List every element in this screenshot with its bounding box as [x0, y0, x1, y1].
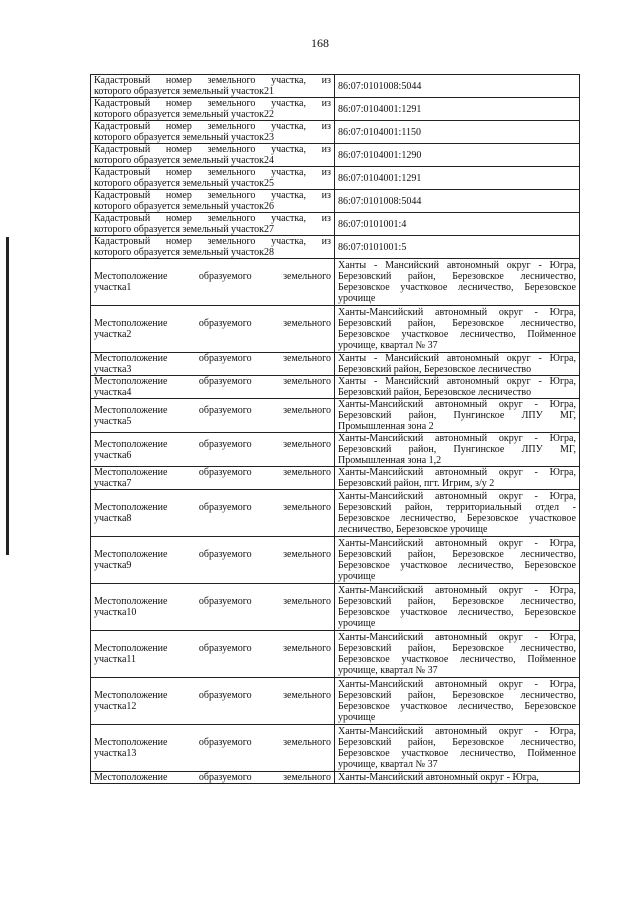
row-label-line2: которого образуется земельный участок27: [94, 224, 275, 235]
label-word: земельного: [283, 596, 331, 607]
label-word: земельного: [207, 144, 256, 155]
label-word: образуемого: [198, 737, 252, 748]
label-word: образуемого: [198, 404, 252, 416]
location-value: Ханты-Мансийский автономный округ - Югра, Березовский район, Березовское лесничество, Березовское участковое лесничество, Березовское урочище: [335, 537, 580, 584]
label-word: земельного: [207, 75, 256, 86]
table-row: [91, 121, 580, 144]
cadastral-number-value: 86:07:0104001:1291: [335, 167, 580, 190]
label-word: образуемого: [198, 318, 252, 329]
page-number: 168: [311, 36, 329, 50]
label-word: образуемого: [198, 353, 252, 364]
label-word: номер: [165, 144, 192, 155]
label-word: Местоположение: [94, 438, 168, 450]
table-row: [91, 190, 580, 213]
label-word: образуемого: [198, 438, 252, 450]
row-label-line2: которого образуется земельный участок23: [94, 132, 275, 143]
table-row: [91, 306, 580, 353]
row-label-line2: участка13: [94, 748, 137, 759]
location-value: Ханты-Мансийский автономный округ - Югра, Березовский район, пгт. Игрим, з/у 2: [335, 467, 580, 490]
table-row: [91, 98, 580, 121]
row-label: [91, 433, 335, 467]
table-row: [91, 75, 580, 98]
label-word: земельного: [283, 690, 331, 701]
row-label-line1: [94, 236, 331, 247]
label-word: участка,: [271, 190, 306, 201]
row-label-line2: участка8: [94, 513, 132, 524]
label-word: Местоположение: [94, 772, 168, 783]
row-label-line2: участка10: [94, 607, 137, 618]
row-label-line2: которого образуется земельный участок28: [94, 247, 275, 258]
row-label-line2: участка12: [94, 701, 137, 712]
table-row: [91, 537, 580, 584]
label-word: номер: [165, 98, 192, 109]
label-word: участка,: [271, 167, 306, 178]
row-label: [91, 376, 335, 399]
row-label-line2: участка7: [94, 478, 132, 489]
row-label-line1: [94, 502, 331, 513]
label-word: земельного: [207, 167, 256, 178]
label-word: образуемого: [198, 549, 252, 560]
label-word: Местоположение: [94, 467, 168, 478]
location-value: Ханты-Мансийский автономный округ - Югра, Березовский район, Березовское лесничество, Березовское участковое лесничество, Пойменное урочище, квартал № 37: [335, 631, 580, 678]
row-label: [91, 98, 335, 121]
label-word: Кадастровый: [94, 98, 151, 109]
row-label-line1: [94, 643, 331, 654]
row-label-line2: участка2: [94, 329, 132, 340]
label-word: земельного: [283, 772, 331, 783]
label-word: земельного: [207, 190, 256, 201]
row-label-line2: участка4: [94, 387, 132, 398]
table-row: [91, 433, 580, 467]
row-label: [91, 467, 335, 490]
row-label: [91, 259, 335, 306]
location-value: Ханты - Мансийский автономный округ - Югра, Березовский район, Березовское лесничество, Березовское участковое лесничество, Березовское урочище: [335, 259, 580, 306]
cadastral-number-value: 86:07:0101008:5044: [335, 190, 580, 213]
label-word: Кадастровый: [94, 213, 151, 224]
row-label: [91, 306, 335, 353]
label-word: земельного: [283, 549, 331, 560]
location-value: Ханты-Мансийский автономный округ - Югра, Березовский район, Пунгинское ЛПУ МГ, Промышленная зона 1,2: [335, 433, 580, 467]
row-label-line2: участка5: [94, 415, 132, 427]
row-label: [91, 725, 335, 772]
row-label: [91, 772, 335, 784]
label-word: Кадастровый: [94, 121, 151, 132]
table-row: [91, 725, 580, 772]
label-word: Местоположение: [94, 404, 168, 416]
row-label-line1: [94, 121, 331, 132]
label-word: земельного: [283, 643, 331, 654]
row-label-line2: участка1: [94, 282, 132, 293]
label-word: из: [321, 144, 331, 155]
table-row: [91, 772, 580, 784]
row-label-line2: участка9: [94, 560, 132, 571]
row-label-line1: [94, 405, 331, 416]
label-word: образуемого: [198, 502, 252, 513]
label-word: Местоположение: [94, 596, 168, 607]
label-word: из: [321, 167, 331, 178]
table-row: [91, 353, 580, 376]
label-word: номер: [165, 167, 192, 178]
label-word: Кадастровый: [94, 144, 151, 155]
cadastral-number-value: 86:07:0104001:1290: [335, 144, 580, 167]
row-label-line1: [94, 376, 331, 387]
table-row: [91, 631, 580, 678]
row-label-line2: которого образуется земельный участок24: [94, 155, 275, 166]
label-word: участка,: [271, 144, 306, 155]
row-label-line1: [94, 271, 331, 282]
row-label: [91, 537, 335, 584]
table-row: [91, 376, 580, 399]
label-word: участка,: [271, 213, 306, 224]
label-word: номер: [165, 121, 192, 132]
table-row: [91, 490, 580, 537]
row-label-line1: [94, 596, 331, 607]
label-word: земельного: [283, 353, 331, 364]
row-label-line2: которого образуется земельный участок26: [94, 201, 275, 212]
row-label-line1: [94, 467, 331, 478]
row-label: [91, 399, 335, 433]
row-label: [91, 75, 335, 98]
label-word: Местоположение: [94, 737, 168, 748]
row-label-line2: которого образуется земельный участок25: [94, 178, 275, 189]
label-word: участка,: [271, 75, 306, 86]
row-label-line2: которого образуется земельный участок22: [94, 109, 275, 120]
cadastral-number-value: 86:07:0104001:1150: [335, 121, 580, 144]
location-value: Ханты-Мансийский автономный округ - Югра,: [335, 772, 580, 784]
label-word: Кадастровый: [94, 190, 151, 201]
label-word: земельного: [283, 737, 331, 748]
label-word: Местоположение: [94, 502, 168, 513]
row-label-line1: [94, 75, 331, 86]
location-value: Ханты - Мансийский автономный округ - Югра, Березовский район, Березовское лесничество: [335, 353, 580, 376]
margin-bar: [6, 237, 9, 555]
location-value: Ханты-Мансийский автономный округ - Югра, Березовский район, Пунгинское ЛПУ МГ, Промышленная зона 2: [335, 399, 580, 433]
label-word: земельного: [283, 376, 331, 387]
label-word: номер: [165, 190, 192, 201]
label-word: образуемого: [198, 690, 252, 701]
location-value: Ханты-Мансийский автономный округ - Югра, Березовский район, Березовское лесничество, Березовское участковое лесничество, Березовское урочище: [335, 678, 580, 725]
row-label: [91, 190, 335, 213]
label-word: земельного: [283, 502, 331, 513]
label-word: образуемого: [198, 596, 252, 607]
label-word: участка,: [271, 121, 306, 132]
label-word: из: [321, 213, 331, 224]
row-label-line2: участка3: [94, 364, 132, 375]
label-word: Кадастровый: [94, 75, 151, 86]
label-word: Местоположение: [94, 643, 168, 654]
label-word: образуемого: [198, 643, 252, 654]
cadastral-number-value: 86:07:0101008:5044: [335, 75, 580, 98]
location-value: Ханты - Мансийский автономный округ - Югра, Березовский район, Березовское лесничество: [335, 376, 580, 399]
label-word: земельного: [283, 318, 331, 329]
table-row: [91, 678, 580, 725]
label-word: из: [321, 75, 331, 86]
label-word: номер: [165, 236, 192, 247]
row-label: [91, 490, 335, 537]
label-word: номер: [165, 213, 192, 224]
label-word: земельного: [207, 213, 256, 224]
row-label: [91, 353, 335, 376]
label-word: Кадастровый: [94, 236, 151, 247]
row-label: [91, 167, 335, 190]
row-label-line2: которого образуется земельный участок21: [94, 86, 275, 97]
row-label: [91, 584, 335, 631]
label-word: Местоположение: [94, 318, 168, 329]
row-label-line2: участка11: [94, 654, 137, 665]
table-row: [91, 259, 580, 306]
location-value: Ханты-Мансийский автономный округ - Югра, Березовский район, территориальный отдел - Березовское лесничество, Березовское участковое лесничество, Березовское урочище: [335, 490, 580, 537]
row-label: [91, 144, 335, 167]
cadastral-number-value: 86:07:0101001:4: [335, 213, 580, 236]
row-label-line1: [94, 690, 331, 701]
label-word: образуемого: [198, 271, 252, 282]
row-label-line1: [94, 737, 331, 748]
label-word: земельного: [207, 98, 256, 109]
row-label-line2: участка6: [94, 449, 132, 461]
label-word: из: [321, 236, 331, 247]
label-word: земельного: [207, 236, 256, 247]
row-label-line1: [94, 772, 331, 783]
row-label-line1: [94, 167, 331, 178]
row-label-line1: [94, 318, 331, 329]
label-word: земельного: [283, 467, 331, 478]
label-word: образуемого: [198, 467, 252, 478]
row-label-line1: [94, 190, 331, 201]
location-value: Ханты-Мансийский автономный округ - Югра, Березовский район, Березовское лесничество, Березовское участковое лесничество, Пойменное урочище, квартал № 37: [335, 725, 580, 772]
label-word: из: [321, 190, 331, 201]
label-word: Местоположение: [94, 690, 168, 701]
label-word: участка,: [271, 236, 306, 247]
label-word: земельного: [283, 404, 331, 416]
row-label-line1: [94, 439, 331, 450]
label-word: образуемого: [198, 772, 252, 783]
label-word: Местоположение: [94, 549, 168, 560]
table-row: [91, 467, 580, 490]
location-value: Ханты-Мансийский автономный округ - Югра, Березовский район, Березовское лесничество, Березовское участковое лесничество, Пойменное урочище, квартал № 37: [335, 306, 580, 353]
label-word: Местоположение: [94, 353, 168, 364]
label-word: Кадастровый: [94, 167, 151, 178]
row-label-line1: [94, 98, 331, 109]
land-plot-table: [90, 74, 580, 784]
label-word: земельного: [283, 271, 331, 282]
row-label-line1: [94, 213, 331, 224]
label-word: номер: [165, 75, 192, 86]
cadastral-number-value: 86:07:0104001:1291: [335, 98, 580, 121]
label-word: образуемого: [198, 376, 252, 387]
row-label-line1: [94, 549, 331, 560]
table-row: [91, 236, 580, 259]
row-label-line1: [94, 144, 331, 155]
label-word: Местоположение: [94, 376, 168, 387]
row-label: [91, 631, 335, 678]
location-value: Ханты-Мансийский автономный округ - Югра, Березовский район, Березовское лесничество, Березовское участковое лесничество, Березовское урочище: [335, 584, 580, 631]
row-label: [91, 121, 335, 144]
table-row: [91, 213, 580, 236]
cadastral-number-value: 86:07:0101001:5: [335, 236, 580, 259]
row-label: [91, 678, 335, 725]
table-row: [91, 584, 580, 631]
row-label-line1: [94, 353, 331, 364]
table-row: [91, 144, 580, 167]
label-word: из: [321, 98, 331, 109]
label-word: земельного: [283, 438, 331, 450]
row-label: [91, 236, 335, 259]
label-word: Местоположение: [94, 271, 168, 282]
label-word: земельного: [207, 121, 256, 132]
table-row: [91, 399, 580, 433]
label-word: участка,: [271, 98, 306, 109]
table-row: [91, 167, 580, 190]
label-word: из: [321, 121, 331, 132]
row-label: [91, 213, 335, 236]
